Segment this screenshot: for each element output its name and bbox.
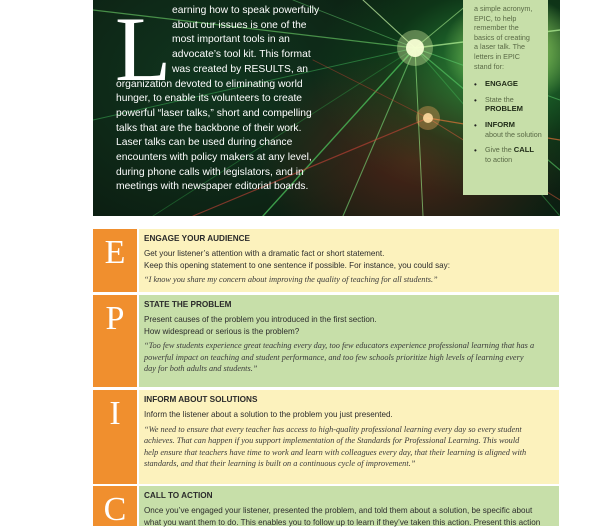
epic-heading: STATE THE PROBLEM xyxy=(144,300,232,309)
epic-heading: INFORM ABOUT SOLUTIONS xyxy=(144,395,258,404)
epic-text-line: Keep this opening statement to one sentence if possible. For instance, you could say: xyxy=(144,260,450,270)
intro-line: powerful “laser talks,” short and compelling xyxy=(116,107,312,119)
epic-quote-line: “We need to ensure that every teacher has access to high-quality professional learning every day so every student xyxy=(144,424,522,434)
sidebar-item-text: about the solution xyxy=(485,129,542,139)
epic-quote-line: “Too few students experience great teaching every day, too few educators experience professional learning that has a xyxy=(144,341,535,351)
sidebar-item-pre: Give the xyxy=(485,145,512,155)
intro-line: advocate’s tool kit. This format xyxy=(172,49,311,61)
intro-line: Laser talks can be used during chance xyxy=(116,137,293,149)
epic-letter-i: I xyxy=(93,390,137,484)
epic-quote-line: standards, and that their learning is built on a continuous cycle of improvement.” xyxy=(144,459,416,469)
epic-row-inform xyxy=(93,390,559,484)
sidebar-intro xyxy=(463,0,548,71)
sidebar-keyword: PROBLEM xyxy=(485,104,523,114)
epic-text-line: Get your listener’s attention with a dramatic fact or short statement. xyxy=(144,249,385,259)
intro-paragraph xyxy=(115,0,326,195)
sidebar-item-inform xyxy=(474,120,542,139)
intro-line: meetings with newspaper editorial boards. xyxy=(116,181,309,193)
epic-text-line: Present causes of the problem you introduced in the first section. xyxy=(144,315,377,325)
sidebar-intro-line: stand for: xyxy=(474,61,504,71)
epic-body xyxy=(139,486,559,526)
epic-text-line: How widespread or serious is the problem? xyxy=(144,326,300,336)
epic-heading: CALL TO ACTION xyxy=(144,491,213,500)
epic-acronym-sidebar xyxy=(463,0,548,195)
sidebar-intro-line: basics of creating xyxy=(474,32,530,42)
sidebar-intro-line: a laser talk. The xyxy=(474,42,526,52)
bullet-icon: • xyxy=(474,80,477,90)
sidebar-intro-line: EPIC, to help xyxy=(474,13,517,23)
intro-line: was created by RESULTS, an xyxy=(172,63,309,75)
epic-quote-line: achieves. That can happen if you support implementation of the Standards for Professional Learning. This would xyxy=(144,436,520,446)
sidebar-intro-line: remember the xyxy=(474,23,519,33)
epic-letter-p: P xyxy=(93,295,137,387)
epic-letter-c: C xyxy=(93,486,137,526)
epic-text-line: Once you’ve engaged your listener, presented the problem, and told them about a solution, be specific about xyxy=(144,506,533,516)
intro-line: most important tools in an xyxy=(172,34,290,46)
intro-line: during phone calls with legislators, and in xyxy=(116,166,304,178)
sidebar-keyword: INFORM xyxy=(485,119,515,129)
sidebar-intro-line: letters in EPIC xyxy=(474,51,520,61)
epic-body xyxy=(139,295,559,387)
epic-quote-line: powerful impact on teaching and student performance, and too few schools prioritize high levels of learning every xyxy=(144,352,524,362)
bullet-icon: • xyxy=(474,120,477,130)
epic-row-call xyxy=(93,486,559,526)
epic-body xyxy=(139,390,559,484)
drop-cap-letter: L xyxy=(115,0,172,100)
intro-line: talks that are the backbone of their work. xyxy=(116,122,302,134)
sidebar-list xyxy=(463,79,548,164)
epic-quote-line: day for both adults and students.” xyxy=(144,364,258,374)
epic-quote xyxy=(144,340,551,374)
sidebar-item-text xyxy=(485,145,542,155)
intro-line: about our issues is one of the xyxy=(172,19,307,31)
sidebar-keyword: CALL xyxy=(513,145,535,155)
epic-row-problem xyxy=(93,295,559,387)
intro-line: encounters with policy makers at any level, xyxy=(116,152,312,164)
epic-text-line: Inform the listener about a solution to the problem you just presented. xyxy=(144,410,393,420)
epic-quote: “I know you share my concern about improving the quality of teaching for all students.” xyxy=(144,275,438,285)
sidebar-item-text: to action xyxy=(485,154,513,164)
sidebar-intro-line: a simple acronym, xyxy=(474,4,533,13)
epic-heading: ENGAGE YOUR AUDIENCE xyxy=(144,234,250,243)
sidebar-item-problem xyxy=(474,95,542,114)
sidebar-item-call xyxy=(474,145,542,164)
sidebar-item-text: State the xyxy=(485,94,514,104)
intro-line: earning how to speak powerfully xyxy=(172,5,320,16)
epic-quote-line: help ensure that teachers have time to work and learn with colleagues every day, that their learning is aligned with xyxy=(144,447,527,457)
sidebar-item-engage xyxy=(474,79,542,89)
epic-body xyxy=(139,229,559,292)
sidebar-keyword: ENGAGE xyxy=(485,79,518,89)
bullet-icon: • xyxy=(474,146,477,156)
bullet-icon: • xyxy=(474,95,477,105)
epic-quote xyxy=(144,424,551,470)
epic-text-line: what you want them to do. This enables you to follow up to learn if they’ve taken this action. Present this action xyxy=(144,517,541,527)
intro-line: organization devoted to eliminating world xyxy=(116,78,303,90)
epic-letter-e: E xyxy=(93,229,137,292)
epic-row-engage xyxy=(93,229,559,292)
intro-line: hunger, to enable its volunteers to create xyxy=(116,93,303,105)
